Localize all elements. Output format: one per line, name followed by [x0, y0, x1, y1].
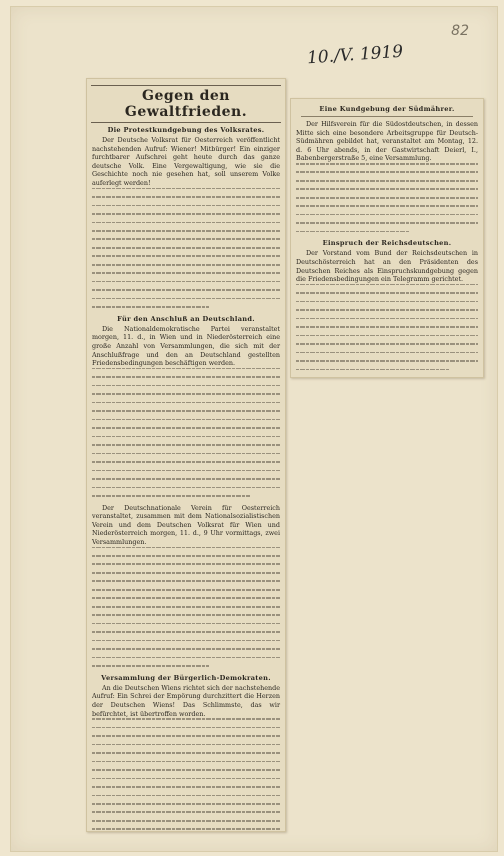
newspaper-clipping-left: [86, 78, 286, 832]
section-heading-buerger: Versammlung der Bürgerlich-Demokraten.: [101, 673, 271, 682]
page-number: 82: [451, 23, 469, 39]
section-heading-reichsdeutsche: Einspruch der Reichsdeutschen.: [322, 239, 452, 248]
newspaper-clipping-right: [290, 98, 484, 378]
divider: [301, 116, 473, 117]
clipping-headline: Gegen den Gewaltfrieden.: [91, 85, 281, 123]
clipping-headline: Eine Kundgebung der Südmährer.: [319, 105, 455, 113]
handwritten-date: 10./V. 1919: [306, 41, 404, 69]
article-body-lines: [92, 547, 280, 667]
clipping-text: Der Hilfsverein für die Südostdeutschen, in dessen Mitte sich eine besondere Arbeitsgruppe für Deutsch-Südmähren gebildet hat, veranstaltet am Montag, 12. d. 6 Uhr abends, in der Gastwirtschaft Deierl, I., Babenbergerstraße 5, eine Versammlung.: [296, 120, 478, 163]
article-body-lines: [296, 163, 478, 232]
section-text-reichsdeutsche: Der Vorstand vom Bund der Reichsdeutschen in Deutschösterreich hat an den Präsidenten des Deutschen Reiches als Einspruchskundgebung gegen die Friedensbedingungen ein Telegramm gerichtet.: [296, 249, 478, 284]
clipping-subheading: Die Protestkundgebung des Volksrates.: [107, 126, 265, 134]
clipping-intro: Der Deutsche Volksrat für Oesterreich veröffentlicht nachstehenden Aufruf: Wiener! Mitbürger! Ein einziger furchtbarer Aufschrei geht heute durch das ganze deutsche Volk. Eine Vergewaltigung, wie sie die Geschichte noch nie gesehen hat, soll unserem Volke auferlegt werden!: [92, 136, 280, 187]
article-body-lines: [92, 188, 280, 308]
section-text-anschluss: Die Nationaldemokratische Partei veranstaltet morgen, 11. d., in Wien und in Niederösterreich eine große Anzahl von Versammlungen, die sich mit der Anschlußfrage und den an Deutschland gestellten Friedensbedingungen beschäftigen werden.: [92, 324, 280, 368]
article-body-lines: [92, 718, 280, 832]
section-heading-anschluss: Für den Anschluß an Deutschland.: [117, 314, 255, 323]
section-text-buerger: An die Deutschen Wiens richtet sich der nachstehende Aufruf: Ein Schrei der Empörung durchzittert die Herzen der Deutschen Wiens! Das Schlimmste, das wir befürchtet, ist übertroffen worden.: [92, 683, 280, 718]
article-body-lines: [92, 368, 280, 497]
article-body-lines: [296, 284, 478, 370]
section-text-verein: Der Deutschnationale Verein für Oesterreich veranstaltet, zusammen mit dem Nationalsozialistischen Verein und dem Deutschen Volksrat für Wien und Niederösterreich morgen, 11. d., 9 Uhr vormittags, zwei Versammlungen.: [92, 503, 280, 546]
